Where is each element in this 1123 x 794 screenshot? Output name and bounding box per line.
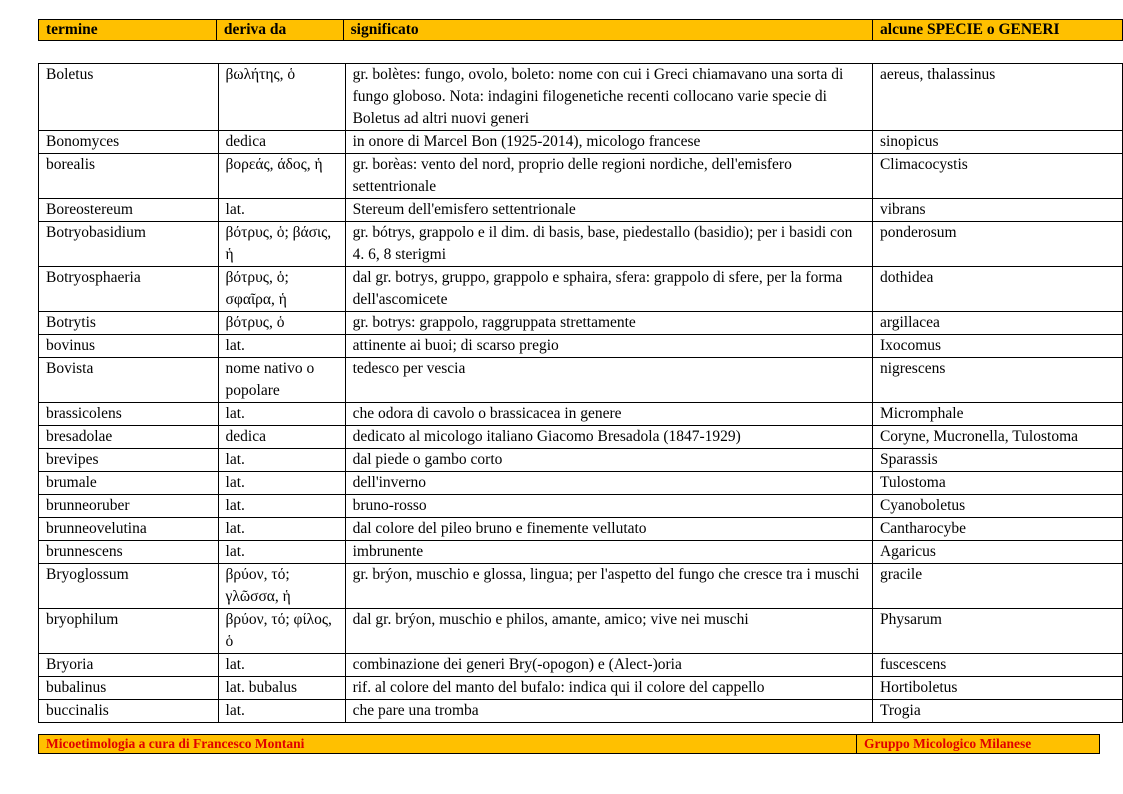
cell-significato: dal colore del pileo bruno e finemente vellutato	[345, 518, 872, 541]
cell-specie: Agaricus	[872, 541, 1122, 564]
header-table	[38, 19, 1123, 41]
cell-specie: aereus, thalassinus	[872, 64, 1122, 131]
cell-specie: dothidea	[872, 267, 1122, 312]
cell-termine: Botryobasidium	[39, 222, 219, 267]
table-row	[39, 358, 1123, 403]
cell-significato: tedesco per vescia	[345, 358, 872, 403]
cell-deriva-da: lat.	[218, 449, 345, 472]
cell-significato: gr. brýon, muschio e glossa, lingua; per l'aspetto del fungo che cresce tra i muschi	[345, 564, 872, 609]
table-row	[39, 541, 1123, 564]
cell-deriva-da: βότρυς, ὁ	[218, 312, 345, 335]
table-row	[39, 222, 1123, 267]
cell-specie: sinopicus	[872, 131, 1122, 154]
cell-deriva-da: lat.	[218, 472, 345, 495]
table-row	[39, 426, 1123, 449]
header-specie: alcune SPECIE o GENERI	[873, 20, 1123, 41]
cell-significato: gr. bótrys, grappolo e il dim. di basis, base, piedestallo (basidio); per i basidi con 4. 6, 8 sterigmi	[345, 222, 872, 267]
cell-specie: Ixocomus	[872, 335, 1122, 358]
cell-specie: nigrescens	[872, 358, 1122, 403]
cell-termine: Boletus	[39, 64, 219, 131]
table-row	[39, 131, 1123, 154]
cell-significato: bruno-rosso	[345, 495, 872, 518]
cell-termine: Bryoria	[39, 654, 219, 677]
table-row	[39, 199, 1123, 222]
table-row	[39, 609, 1123, 654]
cell-deriva-da: βρύον, τό; γλῶσσα, ἡ	[218, 564, 345, 609]
cell-deriva-da: dedica	[218, 131, 345, 154]
table-row	[39, 700, 1123, 723]
cell-termine: Botryosphaeria	[39, 267, 219, 312]
cell-deriva-da: dedica	[218, 426, 345, 449]
cell-significato: in onore di Marcel Bon (1925-2014), micologo francese	[345, 131, 872, 154]
table-row	[39, 518, 1123, 541]
footer-credit: Micoetimologia a cura di Francesco Montani	[39, 735, 857, 754]
cell-termine: Bonomyces	[39, 131, 219, 154]
header-significato: significato	[343, 20, 872, 41]
cell-deriva-da: βότρυς, ὁ; σφαῖρα, ἡ	[218, 267, 345, 312]
cell-significato: combinazione dei generi Bry(-opogon) e (Alect-)oria	[345, 654, 872, 677]
cell-termine: Botrytis	[39, 312, 219, 335]
cell-significato: dell'inverno	[345, 472, 872, 495]
cell-deriva-da: lat.	[218, 654, 345, 677]
table-row	[39, 154, 1123, 199]
header-row	[39, 20, 1123, 41]
cell-specie: Micromphale	[872, 403, 1122, 426]
cell-deriva-da: βωλήτης, ὁ	[218, 64, 345, 131]
glossary-body	[39, 64, 1123, 723]
cell-deriva-da: lat.	[218, 403, 345, 426]
table-row	[39, 403, 1123, 426]
cell-specie: argillacea	[872, 312, 1122, 335]
cell-specie: Climacocystis	[872, 154, 1122, 199]
cell-termine: Boreostereum	[39, 199, 219, 222]
table-row	[39, 654, 1123, 677]
cell-deriva-da: lat.	[218, 518, 345, 541]
header-deriva-da: deriva da	[216, 20, 343, 41]
cell-significato: attinente ai buoi; di scarso pregio	[345, 335, 872, 358]
table-row	[39, 564, 1123, 609]
cell-specie: Tulostoma	[872, 472, 1122, 495]
cell-deriva-da: βορεάς, άδος, ἡ	[218, 154, 345, 199]
header-termine: termine	[39, 20, 217, 41]
table-row	[39, 64, 1123, 131]
cell-significato: dal gr. botrys, gruppo, grappolo e sphaira, sfera: grappolo di sfere, per la forma dell'ascomicete	[345, 267, 872, 312]
cell-deriva-da: lat.	[218, 199, 345, 222]
cell-deriva-da: lat.	[218, 541, 345, 564]
cell-significato: imbrunente	[345, 541, 872, 564]
table-row	[39, 312, 1123, 335]
footer-organization: Gruppo Micologico Milanese	[857, 735, 1100, 754]
table-row	[39, 267, 1123, 312]
cell-significato: gr. borèas: vento del nord, proprio delle regioni nordiche, dell'emisfero settentrionale	[345, 154, 872, 199]
cell-termine: brevipes	[39, 449, 219, 472]
cell-termine: bresadolae	[39, 426, 219, 449]
cell-specie: Coryne, Mucronella, Tulostoma	[872, 426, 1122, 449]
cell-termine: Bovista	[39, 358, 219, 403]
cell-specie: vibrans	[872, 199, 1122, 222]
cell-deriva-da: lat.	[218, 495, 345, 518]
cell-significato: che odora di cavolo o brassicacea in genere	[345, 403, 872, 426]
cell-significato: dal piede o gambo corto	[345, 449, 872, 472]
cell-termine: brunneoruber	[39, 495, 219, 518]
cell-termine: Bryoglossum	[39, 564, 219, 609]
cell-significato: gr. bolètes: fungo, ovolo, boleto: nome con cui i Greci chiamavano una sorta di fungo globoso. Nota: indagini filogenetiche recenti collocano varie specie di Boletus ad altri nuovi generi	[345, 64, 872, 131]
cell-specie: Cantharocybe	[872, 518, 1122, 541]
cell-termine: borealis	[39, 154, 219, 199]
cell-termine: brumale	[39, 472, 219, 495]
footer-table	[38, 734, 1100, 754]
cell-deriva-da: nome nativo o popolare	[218, 358, 345, 403]
cell-deriva-da: βρύον, τό; φίλος, ὁ	[218, 609, 345, 654]
table-row	[39, 495, 1123, 518]
cell-termine: bubalinus	[39, 677, 219, 700]
table-row	[39, 472, 1123, 495]
cell-significato: dedicato al micologo italiano Giacomo Bresadola (1847-1929)	[345, 426, 872, 449]
cell-termine: bryophilum	[39, 609, 219, 654]
cell-deriva-da: βότρυς, ὁ; βάσις, ἡ	[218, 222, 345, 267]
table-row	[39, 449, 1123, 472]
cell-termine: buccinalis	[39, 700, 219, 723]
table-row	[39, 335, 1123, 358]
glossary-table	[38, 63, 1123, 723]
cell-specie: Trogia	[872, 700, 1122, 723]
cell-specie: Cyanoboletus	[872, 495, 1122, 518]
cell-significato: gr. botrys: grappolo, raggruppata strettamente	[345, 312, 872, 335]
cell-termine: brassicolens	[39, 403, 219, 426]
cell-specie: Sparassis	[872, 449, 1122, 472]
footer-row	[39, 735, 1100, 754]
cell-significato: Stereum dell'emisfero settentrionale	[345, 199, 872, 222]
cell-significato: che pare una tromba	[345, 700, 872, 723]
cell-specie: fuscescens	[872, 654, 1122, 677]
cell-specie: gracile	[872, 564, 1122, 609]
table-row	[39, 677, 1123, 700]
cell-deriva-da: lat. bubalus	[218, 677, 345, 700]
cell-termine: brunnescens	[39, 541, 219, 564]
cell-specie: ponderosum	[872, 222, 1122, 267]
cell-specie: Physarum	[872, 609, 1122, 654]
cell-specie: Hortiboletus	[872, 677, 1122, 700]
cell-deriva-da: lat.	[218, 335, 345, 358]
cell-significato: dal gr. brýon, muschio e philos, amante, amico; vive nei muschi	[345, 609, 872, 654]
cell-termine: bovinus	[39, 335, 219, 358]
cell-termine: brunneovelutina	[39, 518, 219, 541]
cell-significato: rif. al colore del manto del bufalo: indica qui il colore del cappello	[345, 677, 872, 700]
cell-deriva-da: lat.	[218, 700, 345, 723]
